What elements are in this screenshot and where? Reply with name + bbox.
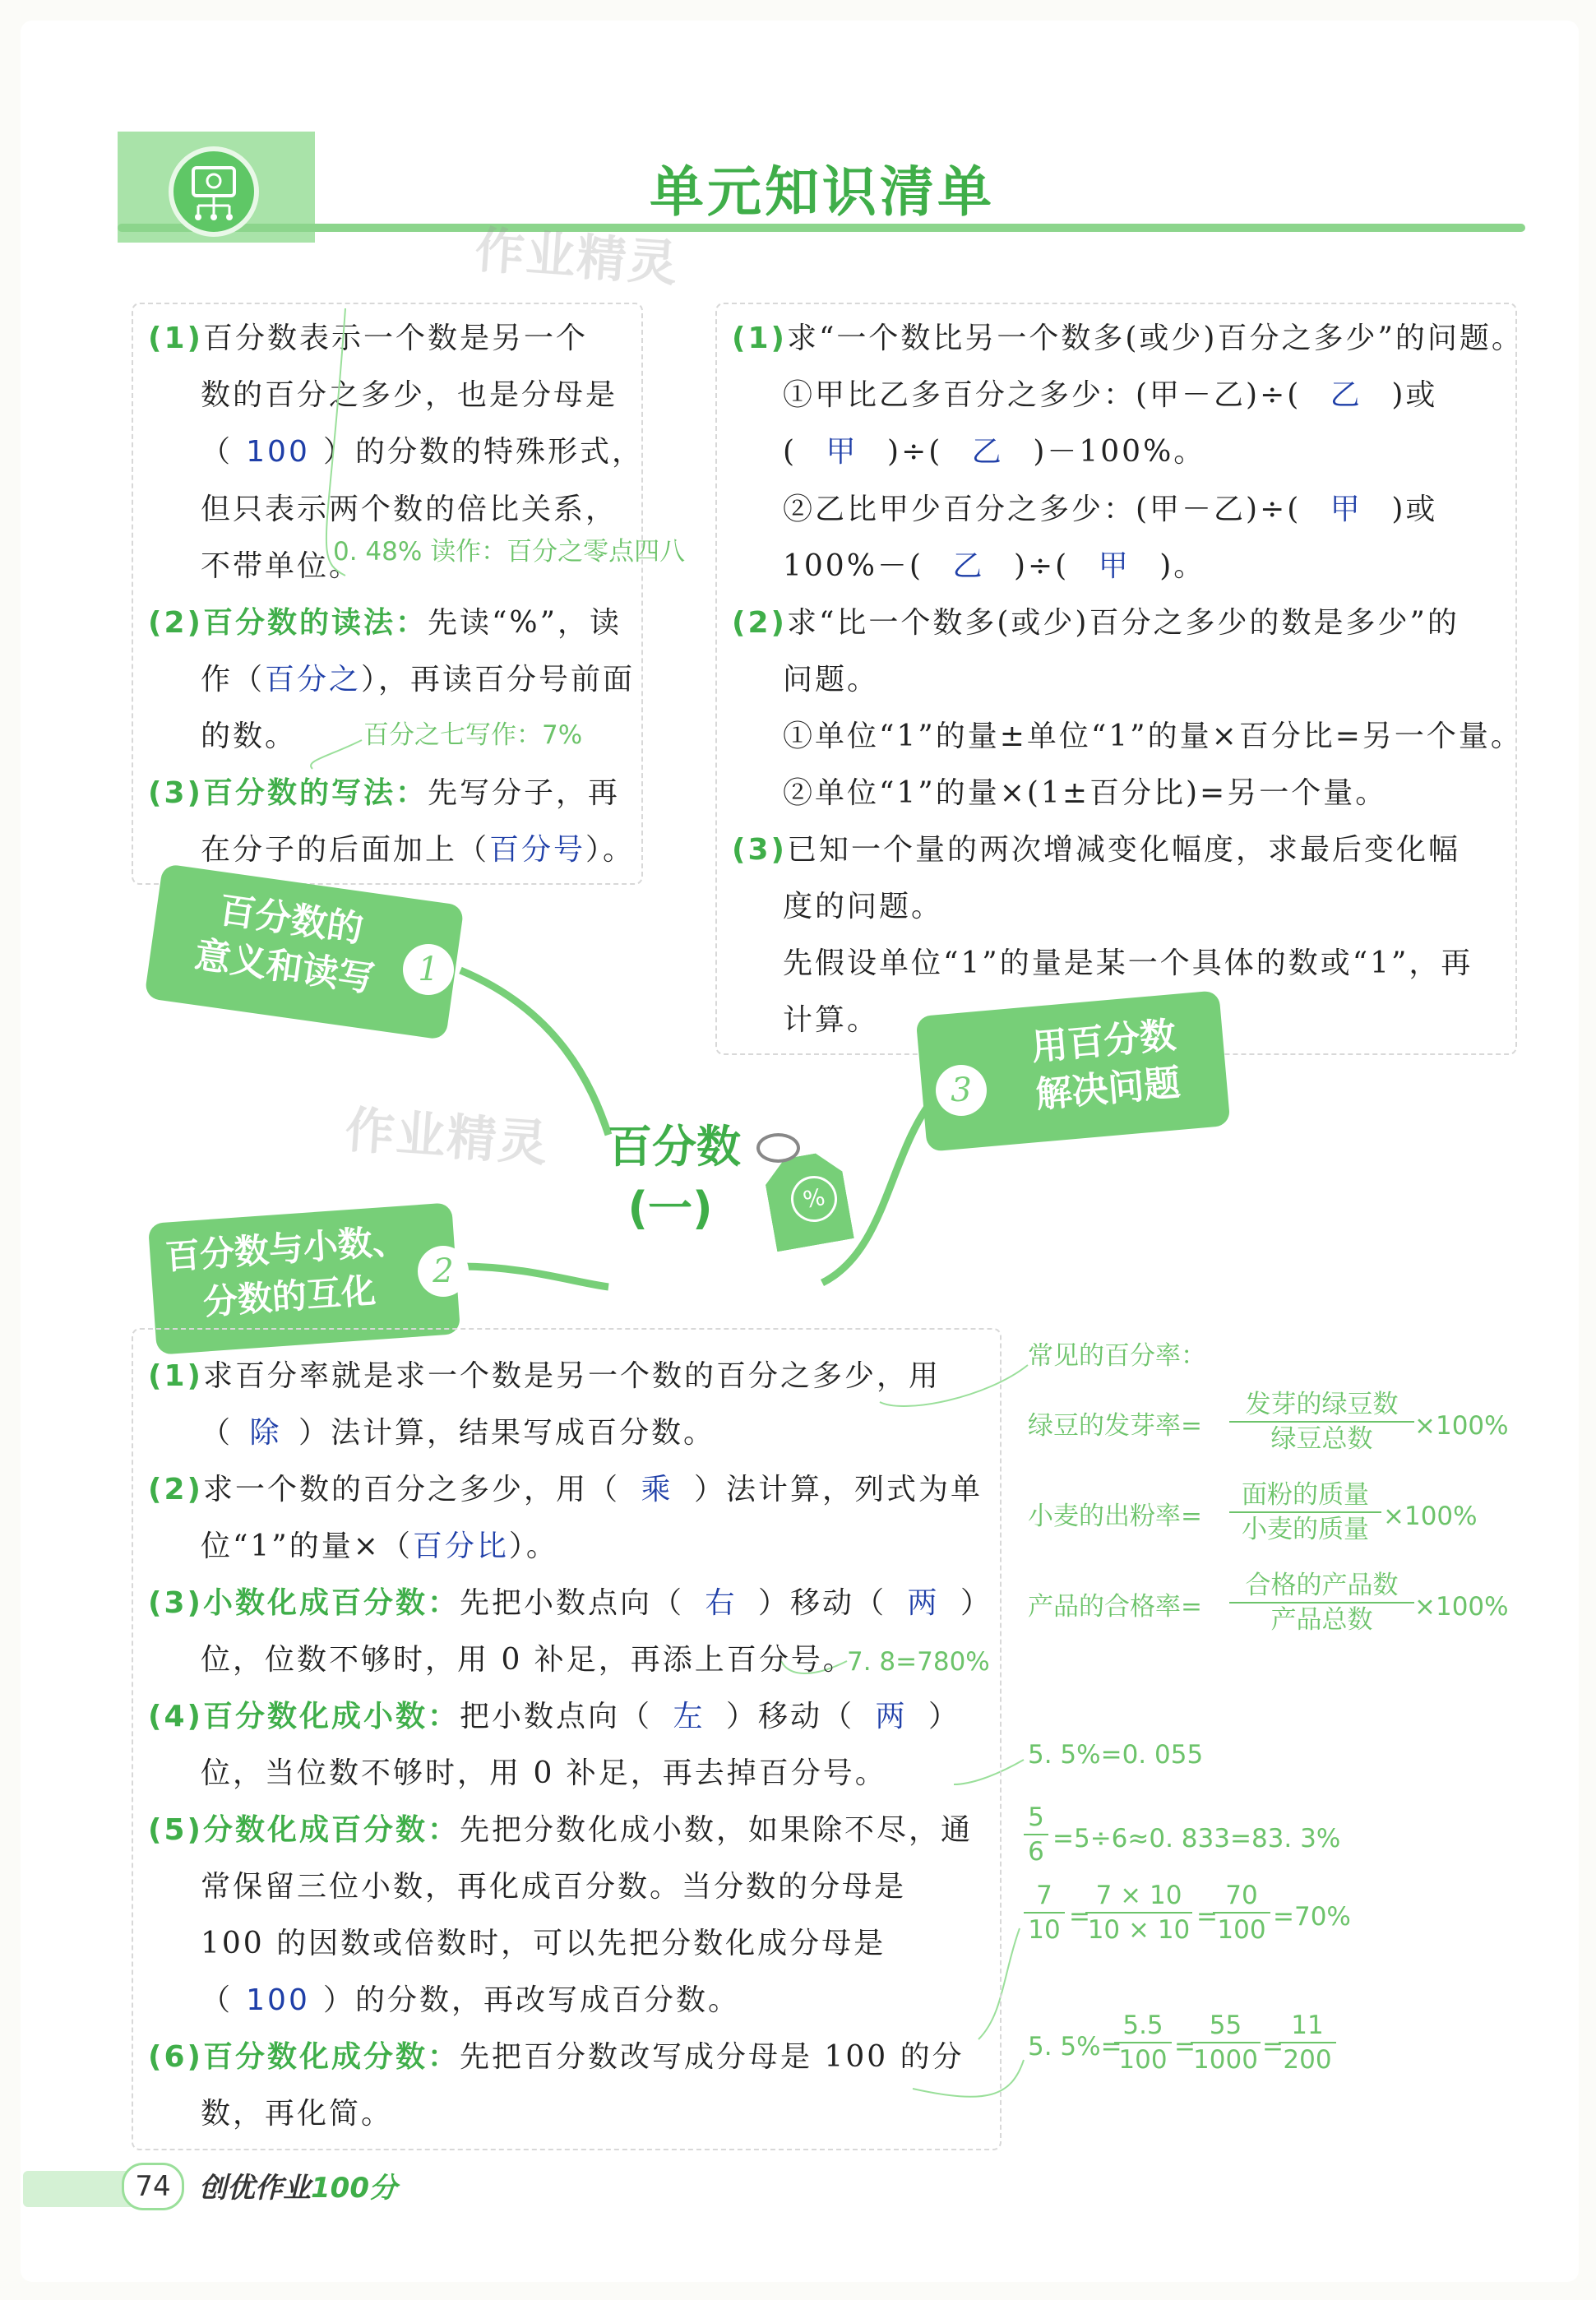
side-notes-title: 常见的百分率： <box>1028 1341 1206 1371</box>
box2-line: 100%－( 乙 )÷( 甲 )。 <box>783 549 1206 583</box>
example-fraction: $\frac{5.5}{100}$ <box>1114 2009 1172 2076</box>
tag-number-1: 1 <box>403 944 454 995</box>
box3-line: (4)百分数化成小数：把小数点向（ 左 ）移动（ 两 ） <box>148 1700 961 1733</box>
box1-line: 不带单位。 <box>201 549 362 583</box>
box1-line: 但只表示两个数的倍比关系， <box>201 493 618 526</box>
watermark: 作业精灵 <box>473 221 681 294</box>
box1-line: 数的百分之多少，也是分母是 <box>201 378 618 412</box>
note-read-example: 0. 48% 读作：百分之零点四八 <box>333 537 686 567</box>
note-result: =70% <box>1273 1902 1351 1932</box>
rate-label: 产品的合格率= <box>1028 1592 1202 1622</box>
box2-line: ②乙比甲少百分之多少：(甲－乙)÷( 甲 )或 <box>783 493 1438 526</box>
tag-number-2: 2 <box>418 1246 469 1297</box>
rate-times: ×100% <box>1414 1592 1509 1622</box>
box2-line: ①甲比乙多百分之多少：(甲－乙)÷( 乙 )或 <box>783 378 1438 412</box>
box2-line: (1)求“一个数比另一个数多(或少)百分之多少”的问题。 <box>732 322 1524 355</box>
box2-line: ( 甲 )÷( 乙 )－100%。 <box>783 435 1206 469</box>
box1-line: (2)百分数的读法：先读“%”，读 <box>148 606 622 640</box>
tag-meaning-label: 百分数的 意义和读写 <box>192 889 377 1001</box>
box3-line: （ 除 ）法计算，结果写成百分数。 <box>201 1416 716 1450</box>
box3-line: （ 100 ）的分数，再改写成百分数。 <box>201 1983 741 2017</box>
note-write-example: 百分之七写作：7% <box>363 720 583 750</box>
tag-solve-label: 用百分数 解决问题 <box>1029 1014 1182 1117</box>
box3-line: (3)小数化成百分数：先把小数点向（ 右 ）移动（ 两 ） <box>148 1586 993 1620</box>
box1-line: (3)百分数的写法：先写分子，再 <box>148 776 620 810</box>
rate-times: ×100% <box>1383 1502 1478 1531</box>
example-fraction: $\frac{70}{100}$ <box>1213 1879 1270 1946</box>
note-fraction-to-percent: =5÷6≈0. 833=83. 3% <box>1052 1824 1341 1853</box>
watermark: 作业精灵 <box>343 1101 551 1173</box>
example-fraction: $\frac{11}{200}$ <box>1279 2009 1336 2076</box>
example-fraction: $\frac{7}{10}$ <box>1024 1879 1065 1946</box>
center-title: 百分数 <box>608 1121 741 1173</box>
rate-fraction: 合格的产品数 产品总数 <box>1229 1569 1414 1636</box>
note-percent-to-fraction: 5. 5%= <box>1028 2032 1122 2062</box>
rate-times: ×100% <box>1414 1411 1509 1441</box>
box1-line: （ 100 ）的分数的特殊形式， <box>201 435 645 469</box>
box2-line: 度的问题。 <box>783 890 944 923</box>
box3-line: 位，当位数不够时，用 0 补足，再去掉百分号。 <box>201 1756 887 1790</box>
rate-fraction: 面粉的质量 小麦的质量 <box>1229 1479 1381 1546</box>
equals: = <box>1262 2032 1284 2062</box>
page-number: 74 <box>122 2163 184 2210</box>
box2-line: 问题。 <box>783 663 880 696</box>
box2-line: (2)求“比一个数多(或少)百分之多少的数是多少”的 <box>732 606 1460 640</box>
box2-line: 计算。 <box>783 1003 880 1037</box>
rate-label: 小麦的出粉率= <box>1028 1502 1202 1531</box>
box3-line: 数，再化简。 <box>201 2097 394 2131</box>
box2-line: ②单位“1”的量×(1±百分比)=另一个量。 <box>783 776 1388 810</box>
box1-line: 在分子的后面加上（百分号）。 <box>201 833 636 867</box>
tag-string <box>756 1133 800 1163</box>
equals: = <box>1069 1902 1090 1932</box>
example-fraction: $\frac{7 \times 10}{10 \times 10}$ <box>1085 1879 1192 1946</box>
box3-line: 位，位数不够时，用 0 补足，再添上百分号。 <box>201 1643 855 1677</box>
box3-line: (5)分数化成百分数：先把分数化成小数，如果除不尽，通 <box>148 1813 973 1847</box>
equals: = <box>1174 2032 1196 2062</box>
note-percent-to-decimal: 5. 5%=0. 055 <box>1028 1740 1204 1770</box>
box3-line: (1)求百分率就是求一个数是另一个数的百分之多少，用 <box>148 1359 941 1393</box>
footer-brand: 创优作业100分 <box>199 2172 397 2205</box>
example-fraction: $\frac{55}{1000}$ <box>1191 2009 1261 2076</box>
box2-line: 先假设单位“1”的量是某一个具体的数或“1”，再 <box>783 946 1473 980</box>
box3-line: 常保留三位小数，再化成百分数。当分数的分母是 <box>201 1870 907 1904</box>
box3-line: 100 的因数或倍数时，可以先把分数化成分母是 <box>201 1927 886 1960</box>
example-fraction: $\frac{5}{6}$ <box>1024 1801 1048 1868</box>
equals: = <box>1196 1902 1218 1932</box>
rate-label: 绿豆的发芽率= <box>1028 1411 1202 1441</box>
box2-line: ①单位“1”的量±单位“1”的量×百分比=另一个量。 <box>783 720 1523 753</box>
rate-fraction: 发芽的绿豆数 绿豆总数 <box>1229 1388 1414 1455</box>
box1-line: 作（百分之），再读百分号前面 <box>201 663 636 696</box>
box3-line: (2)求一个数的百分之多少，用（ 乘 ）法计算，列式为单 <box>148 1473 983 1506</box>
box1-line: 的数。 <box>201 720 298 753</box>
page-title: 单元知识清单 <box>650 160 995 224</box>
box2-line: (3)已知一个量的两次增减变化幅度，求最后变化幅 <box>732 833 1460 867</box>
percent-symbol: % <box>788 1173 841 1226</box>
box3-line: (6)百分数化成分数：先把百分数改写成分母是 100 的分 <box>148 2040 965 2074</box>
note-decimal-example: 7. 8=780% <box>847 1647 990 1677</box>
tag-number-3: 3 <box>936 1065 987 1116</box>
tag-conversion-label: 百分数与小数、 分数的互化 <box>164 1219 409 1323</box>
box1-line: (1)百分数表示一个数是另一个 <box>148 322 588 355</box>
center-subtitle: (一) <box>627 1182 713 1234</box>
box3-line: 位“1”的量×（百分比）。 <box>201 1529 558 1563</box>
